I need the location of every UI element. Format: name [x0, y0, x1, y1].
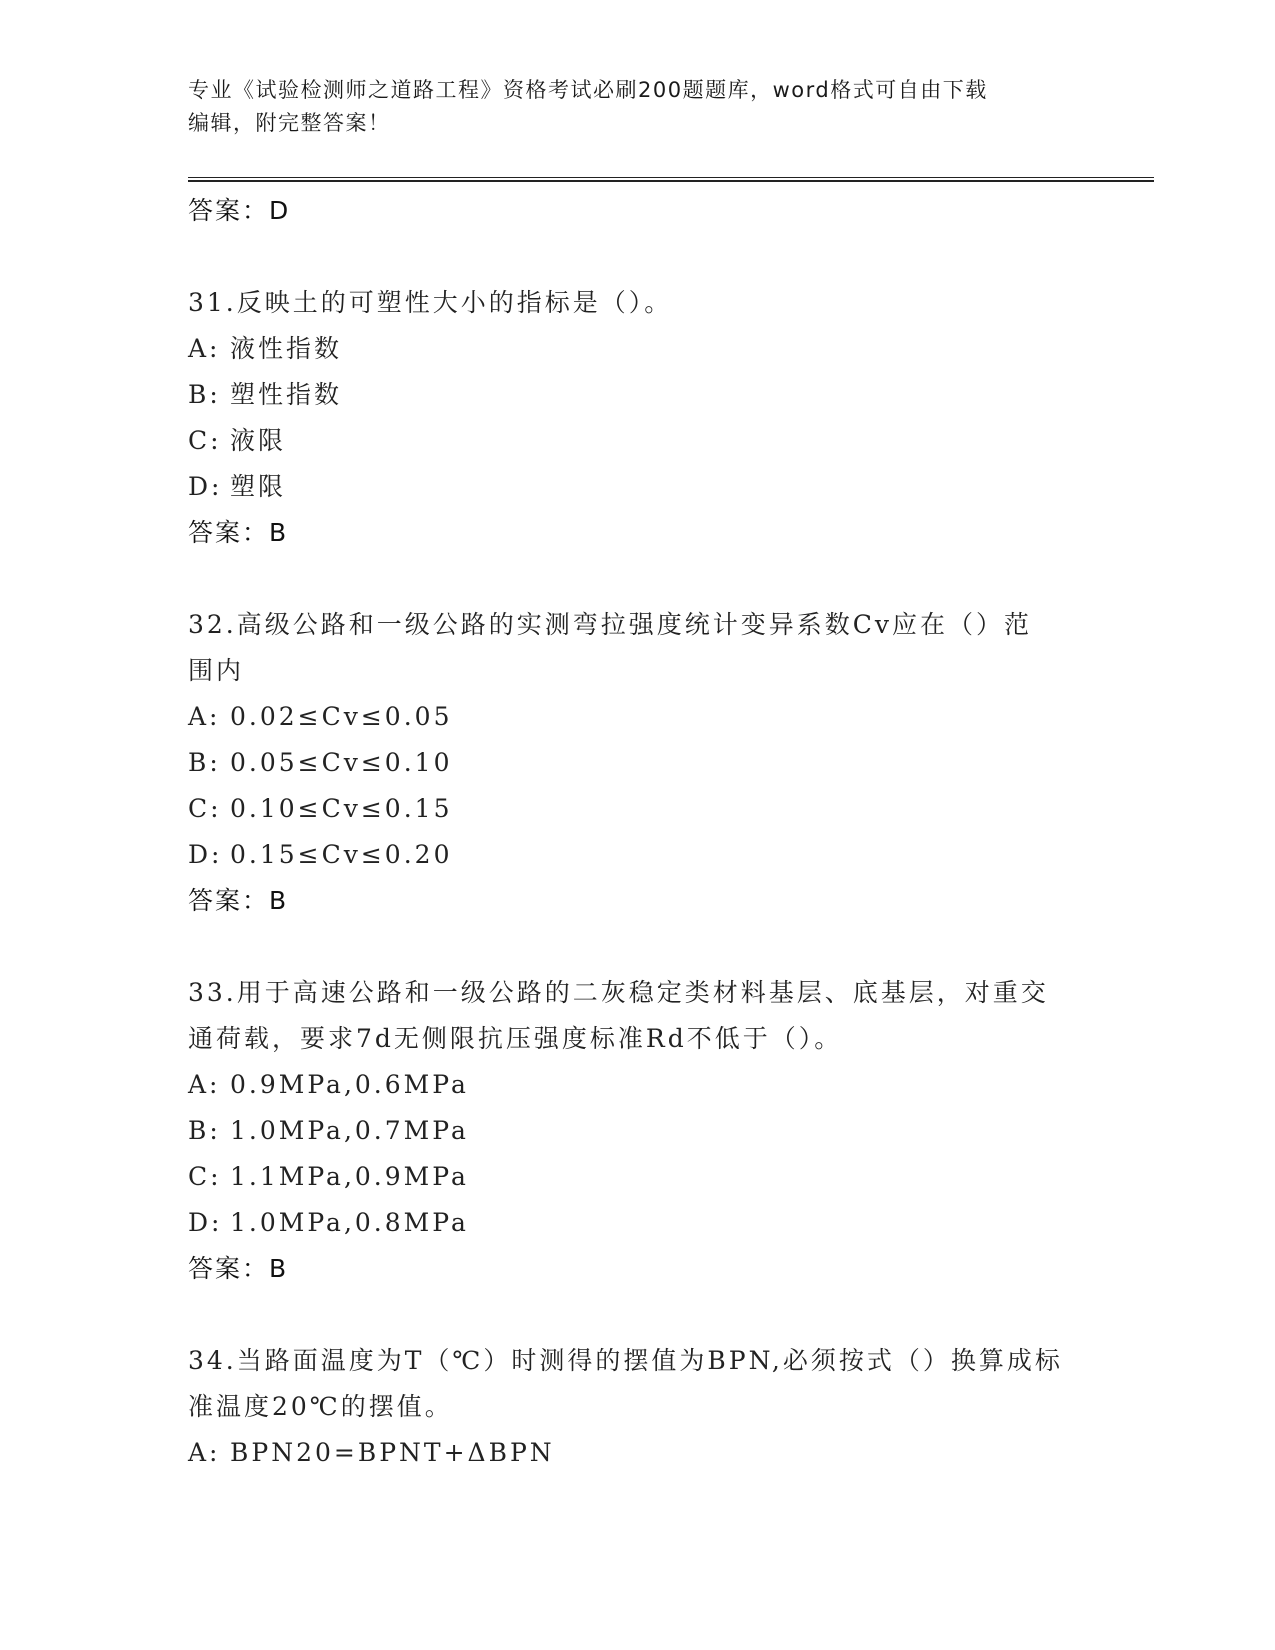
option-c [188, 786, 1088, 832]
option-text: 1.0MPa,0.8MPa [230, 1208, 469, 1237]
question-34 [188, 1338, 1088, 1476]
option-text: 1.0MPa,0.7MPa [230, 1116, 469, 1145]
option-letter: D: [188, 472, 223, 501]
option-letter: D: [188, 840, 223, 869]
question-stem-continued: 围内 [188, 656, 245, 685]
option-text: 塑限 [230, 472, 287, 501]
option-a [188, 1430, 1088, 1476]
option-letter: C: [188, 794, 222, 823]
question-32 [188, 602, 1088, 924]
option-b [188, 372, 1088, 418]
question-31 [188, 280, 1088, 556]
option-d [188, 832, 1088, 878]
option-b [188, 1108, 1088, 1154]
question-stem-continued: 通荷载，要求7d无侧限抗压强度标准Rd不低于（）。 [188, 1024, 843, 1053]
option-letter: D: [188, 1208, 223, 1237]
question-33 [188, 970, 1088, 1292]
option-a [188, 694, 1088, 740]
option-letter: B: [188, 380, 221, 409]
option-text: 0.02≤Cv≤0.05 [230, 702, 453, 731]
option-letter: B: [188, 748, 221, 777]
option-letter: A: [188, 1438, 221, 1467]
option-letter: C: [188, 426, 222, 455]
option-letter: C: [188, 1162, 222, 1191]
option-d [188, 464, 1088, 510]
option-letter: A: [188, 1070, 221, 1099]
answer-line: 答案：B [188, 518, 289, 547]
option-a [188, 326, 1088, 372]
answer-line: 答案：B [188, 886, 289, 915]
option-c [188, 1154, 1088, 1200]
option-a [188, 1062, 1088, 1108]
question-stem-continued: 准温度20℃的摆值。 [188, 1392, 453, 1421]
option-text: 1.1MPa,0.9MPa [230, 1162, 469, 1191]
option-text: 0.9MPa,0.6MPa [230, 1070, 469, 1099]
question-list [188, 188, 1088, 1476]
option-text: 塑性指数 [230, 380, 343, 409]
page-header [188, 74, 1088, 140]
header-divider [188, 177, 1154, 182]
question-stem: 31.反映土的可塑性大小的指标是（）。 [188, 288, 673, 317]
option-b [188, 740, 1088, 786]
option-c [188, 418, 1088, 464]
option-d [188, 1200, 1088, 1246]
option-text: 0.05≤Cv≤0.10 [230, 748, 453, 777]
option-letter: B: [188, 1116, 221, 1145]
answer-line: 答案：D [188, 196, 291, 225]
question-stem: 33.用于高速公路和一级公路的二灰稳定类材料基层、底基层，对重交 [188, 978, 1049, 1007]
answer-line: 答案：B [188, 1254, 289, 1283]
option-letter: A: [188, 702, 221, 731]
question-stem: 34.当路面温度为T（℃）时测得的摆值为BPN,必须按式（）换算成标 [188, 1346, 1063, 1375]
option-text: 液限 [230, 426, 287, 455]
header-line-1: 专业《试验检测师之道路工程》资格考试必刷200题题库，word格式可自由下载 [188, 78, 988, 102]
option-text: 液性指数 [230, 334, 343, 363]
option-text: 0.10≤Cv≤0.15 [230, 794, 453, 823]
header-line-2: 编辑，附完整答案！ [188, 111, 391, 135]
option-letter: A: [188, 334, 221, 363]
option-text: 0.15≤Cv≤0.20 [230, 840, 453, 869]
option-text: BPN20=BPNT+ΔBPN [230, 1438, 555, 1467]
question-stem: 32.高级公路和一级公路的实测弯拉强度统计变异系数Cv应在（）范 [188, 610, 1033, 639]
